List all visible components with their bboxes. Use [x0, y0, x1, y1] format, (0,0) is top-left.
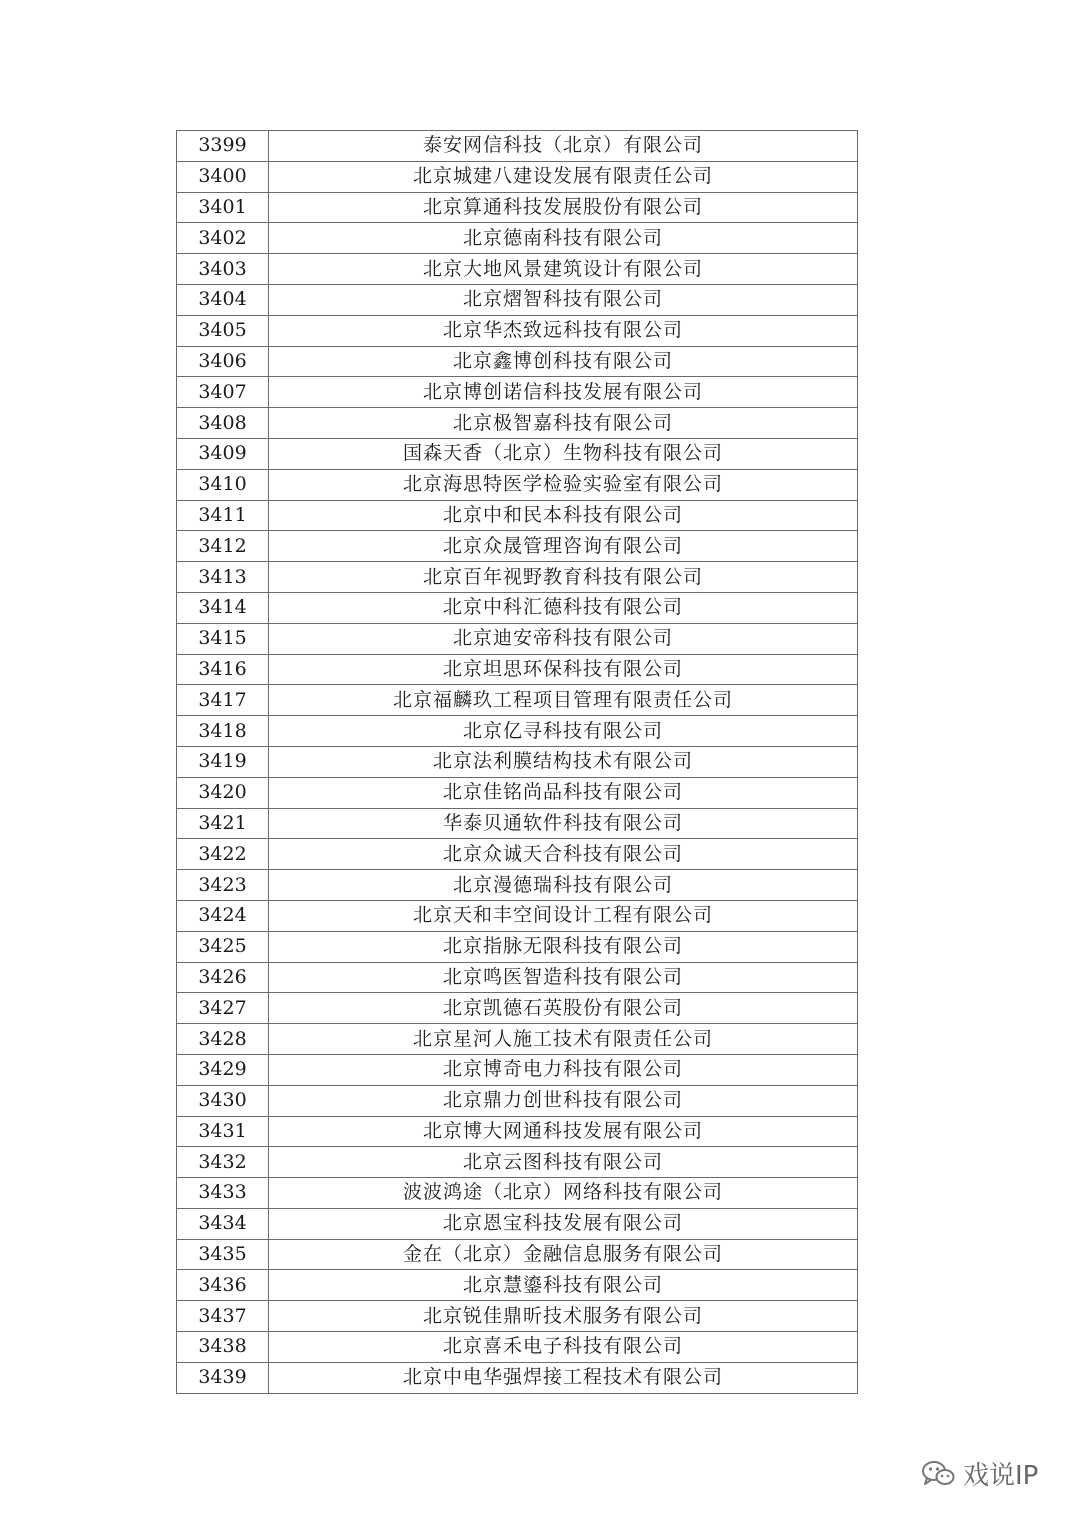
- row-number: 3432: [177, 1147, 269, 1178]
- row-number: 3412: [177, 531, 269, 562]
- table-row: [177, 808, 858, 839]
- company-name: 北京德南科技有限公司: [269, 223, 858, 254]
- company-name: 北京福麟玖工程项目管理有限责任公司: [269, 685, 858, 716]
- table-row: [177, 1332, 858, 1363]
- row-number: 3400: [177, 161, 269, 192]
- company-name: 北京城建八建设发展有限责任公司: [269, 161, 858, 192]
- company-name: 泰安网信科技（北京）有限公司: [269, 131, 858, 162]
- company-name: 北京中和民本科技有限公司: [269, 500, 858, 531]
- table-row: [177, 408, 858, 439]
- table-row: [177, 131, 858, 162]
- table-row: [177, 900, 858, 931]
- table-row: [177, 346, 858, 377]
- company-name: 北京凯德石英股份有限公司: [269, 993, 858, 1024]
- row-number: 3425: [177, 931, 269, 962]
- company-name: 北京云图科技有限公司: [269, 1147, 858, 1178]
- watermark-text: 戏说IP: [963, 1461, 1039, 1491]
- table-row: [177, 500, 858, 531]
- company-name: 北京大地风景建筑设计有限公司: [269, 254, 858, 285]
- table-row: [177, 623, 858, 654]
- company-name: 北京博大网通科技发展有限公司: [269, 1116, 858, 1147]
- table-row: [177, 469, 858, 500]
- company-name: 北京喜禾电子科技有限公司: [269, 1332, 858, 1363]
- company-name: 北京指脉无限科技有限公司: [269, 931, 858, 962]
- row-number: 3430: [177, 1085, 269, 1116]
- watermark: [921, 1455, 1038, 1492]
- company-name: 北京算通科技发展股份有限公司: [269, 192, 858, 223]
- table-row: [177, 1024, 858, 1055]
- row-number: 3422: [177, 839, 269, 870]
- table-row: [177, 223, 858, 254]
- row-number: 3406: [177, 346, 269, 377]
- table-row: [177, 315, 858, 346]
- row-number: 3420: [177, 777, 269, 808]
- table-row: [177, 746, 858, 777]
- company-name: 北京锐佳鼎昕技术服务有限公司: [269, 1301, 858, 1332]
- row-number: 3403: [177, 254, 269, 285]
- table-row: [177, 993, 858, 1024]
- company-name: 北京众晟管理咨询有限公司: [269, 531, 858, 562]
- row-number: 3421: [177, 808, 269, 839]
- row-number: 3439: [177, 1362, 269, 1393]
- wechat-icon: [921, 1459, 955, 1489]
- company-name: 北京极智嘉科技有限公司: [269, 408, 858, 439]
- company-name: 华泰贝通软件科技有限公司: [269, 808, 858, 839]
- row-number: 3409: [177, 438, 269, 469]
- row-number: 3423: [177, 870, 269, 901]
- table-row: [177, 531, 858, 562]
- company-name: 北京恩宝科技发展有限公司: [269, 1208, 858, 1239]
- row-number: 3417: [177, 685, 269, 716]
- row-number: 3411: [177, 500, 269, 531]
- company-name: 北京博创诺信科技发展有限公司: [269, 377, 858, 408]
- table-row: [177, 562, 858, 593]
- company-name: 北京亿寻科技有限公司: [269, 716, 858, 747]
- company-list-table: [176, 130, 858, 1394]
- row-number: 3428: [177, 1024, 269, 1055]
- row-number: 3435: [177, 1239, 269, 1270]
- table-row: [177, 161, 858, 192]
- table-row: [177, 284, 858, 315]
- row-number: 3402: [177, 223, 269, 254]
- company-name: 北京天和丰空间设计工程有限公司: [269, 900, 858, 931]
- table-row: [177, 1054, 858, 1085]
- table-row: [177, 1270, 858, 1301]
- row-number: 3419: [177, 746, 269, 777]
- row-number: 3426: [177, 962, 269, 993]
- table-row: [177, 839, 858, 870]
- company-name: 北京星河人施工技术有限责任公司: [269, 1024, 858, 1055]
- row-number: 3414: [177, 592, 269, 623]
- table-row: [177, 1362, 858, 1393]
- row-number: 3427: [177, 993, 269, 1024]
- row-number: 3433: [177, 1178, 269, 1209]
- table-row: [177, 716, 858, 747]
- company-name: 波波鸿途（北京）网络科技有限公司: [269, 1178, 858, 1209]
- table-row: [177, 654, 858, 685]
- company-list-body: [177, 131, 858, 1394]
- table-row: [177, 777, 858, 808]
- row-number: 3431: [177, 1116, 269, 1147]
- row-number: 3399: [177, 131, 269, 162]
- table-row: [177, 685, 858, 716]
- company-name: 金在（北京）金融信息服务有限公司: [269, 1239, 858, 1270]
- company-name: 北京法利膜结构技术有限公司: [269, 746, 858, 777]
- company-name: 北京迪安帝科技有限公司: [269, 623, 858, 654]
- table-row: [177, 192, 858, 223]
- table-row: [177, 377, 858, 408]
- company-name: 北京中科汇德科技有限公司: [269, 592, 858, 623]
- company-name: 国森天香（北京）生物科技有限公司: [269, 438, 858, 469]
- company-name: 北京鑫博创科技有限公司: [269, 346, 858, 377]
- company-name: 北京鼎力创世科技有限公司: [269, 1085, 858, 1116]
- table-row: [177, 931, 858, 962]
- company-name: 北京华杰致远科技有限公司: [269, 315, 858, 346]
- row-number: 3410: [177, 469, 269, 500]
- company-name: 北京漫德瑞科技有限公司: [269, 870, 858, 901]
- row-number: 3436: [177, 1270, 269, 1301]
- table-row: [177, 1085, 858, 1116]
- row-number: 3405: [177, 315, 269, 346]
- table-row: [177, 592, 858, 623]
- row-number: 3416: [177, 654, 269, 685]
- table-row: [177, 1116, 858, 1147]
- table-row: [177, 870, 858, 901]
- row-number: 3434: [177, 1208, 269, 1239]
- row-number: 3418: [177, 716, 269, 747]
- row-number: 3438: [177, 1332, 269, 1363]
- table-row: [177, 1147, 858, 1178]
- row-number: 3415: [177, 623, 269, 654]
- table-row: [177, 962, 858, 993]
- row-number: 3424: [177, 900, 269, 931]
- table-row: [177, 1301, 858, 1332]
- company-name: 北京坦思环保科技有限公司: [269, 654, 858, 685]
- table-row: [177, 1208, 858, 1239]
- table-row: [177, 1178, 858, 1209]
- company-name: 北京中电华强焊接工程技术有限公司: [269, 1362, 858, 1393]
- row-number: 3437: [177, 1301, 269, 1332]
- table-row: [177, 254, 858, 285]
- company-name: 北京博奇电力科技有限公司: [269, 1054, 858, 1085]
- table-row: [177, 438, 858, 469]
- company-name: 北京慧鎏科技有限公司: [269, 1270, 858, 1301]
- row-number: 3404: [177, 284, 269, 315]
- row-number: 3429: [177, 1054, 269, 1085]
- row-number: 3401: [177, 192, 269, 223]
- company-name: 北京佳铭尚品科技有限公司: [269, 777, 858, 808]
- row-number: 3408: [177, 408, 269, 439]
- company-name: 北京百年视野教育科技有限公司: [269, 562, 858, 593]
- table-row: [177, 1239, 858, 1270]
- company-name: 北京众诚天合科技有限公司: [269, 839, 858, 870]
- company-name: 北京海思特医学检验实验室有限公司: [269, 469, 858, 500]
- row-number: 3413: [177, 562, 269, 593]
- company-name: 北京熠智科技有限公司: [269, 284, 858, 315]
- row-number: 3407: [177, 377, 269, 408]
- company-name: 北京鸣医智造科技有限公司: [269, 962, 858, 993]
